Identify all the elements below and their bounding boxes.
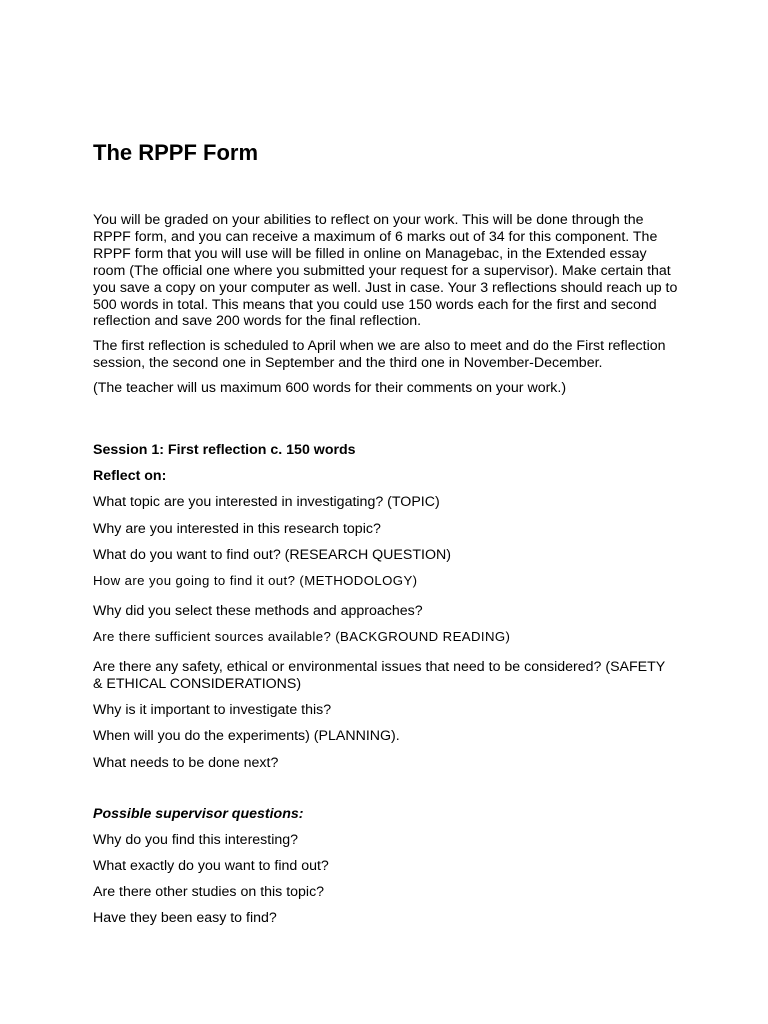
schedule-paragraph: The first reflection is scheduled to April when we are also to meet and do the First reflection session, the second one in September and the third one in November-December.	[93, 338, 666, 372]
reflect-question-topic: What topic are you interested in investigating? (TOPIC)	[93, 494, 440, 511]
supervisor-question-other-studies: Are there other studies on this topic?	[93, 884, 325, 901]
reflect-on-label: Reflect on:	[93, 468, 167, 485]
reflect-question-methodology: How are you going to find it out? (METHODOLOGY)	[93, 573, 418, 589]
document-body	[93, 139, 678, 937]
supervisor-question-find-out: What exactly do you want to find out?	[93, 857, 329, 874]
reflect-question-interest: Why are you interested in this research topic?	[93, 520, 381, 537]
page-title: The RPPF Form	[93, 140, 259, 165]
supervisor-question-easy-to-find: Have they been easy to find?	[93, 910, 277, 927]
reflect-question-background-reading: Are there sufficient sources available? (BACKGROUND READING)	[93, 629, 511, 645]
reflect-question-research-question: What do you want to find out? (RESEARCH QUESTION)	[93, 546, 451, 563]
supervisor-question-interest: Why do you find this interesting?	[93, 831, 299, 848]
intro-paragraph: You will be graded on your abilities to reflect on your work. This will be done through the RPPF form, and you can receive a maximum of 6 marks out of 34 for this component. The RPPF form that you will use will be filled in online on Managebac, in the Extended essay room (The official one where you submitted your request for a supervisor). Make certain that you save a copy on your computer as well. Just in case. Your 3 reflections should reach up to 500 words in total. This means that you could use 150 words each for the first and second reflection and save 200 words for the final reflection.	[93, 212, 678, 330]
reflect-question-planning: When will you do the experiments) (PLANNING).	[93, 728, 400, 745]
reflect-question-methods: Why did you select these methods and approaches?	[93, 602, 423, 619]
session-1-heading: Session 1: First reflection c. 150 words	[93, 442, 356, 459]
teacher-note: (The teacher will us maximum 600 words for their comments on your work.)	[93, 380, 567, 397]
supervisor-questions-heading: Possible supervisor questions:	[93, 805, 304, 822]
reflect-question-next-steps: What needs to be done next?	[93, 754, 279, 771]
reflect-question-importance: Why is it important to investigate this?	[93, 702, 332, 719]
reflect-question-safety: Are there any safety, ethical or environmental issues that need to be considered? (SAFETY & ETHICAL CONSIDERATIONS)	[93, 659, 666, 692]
